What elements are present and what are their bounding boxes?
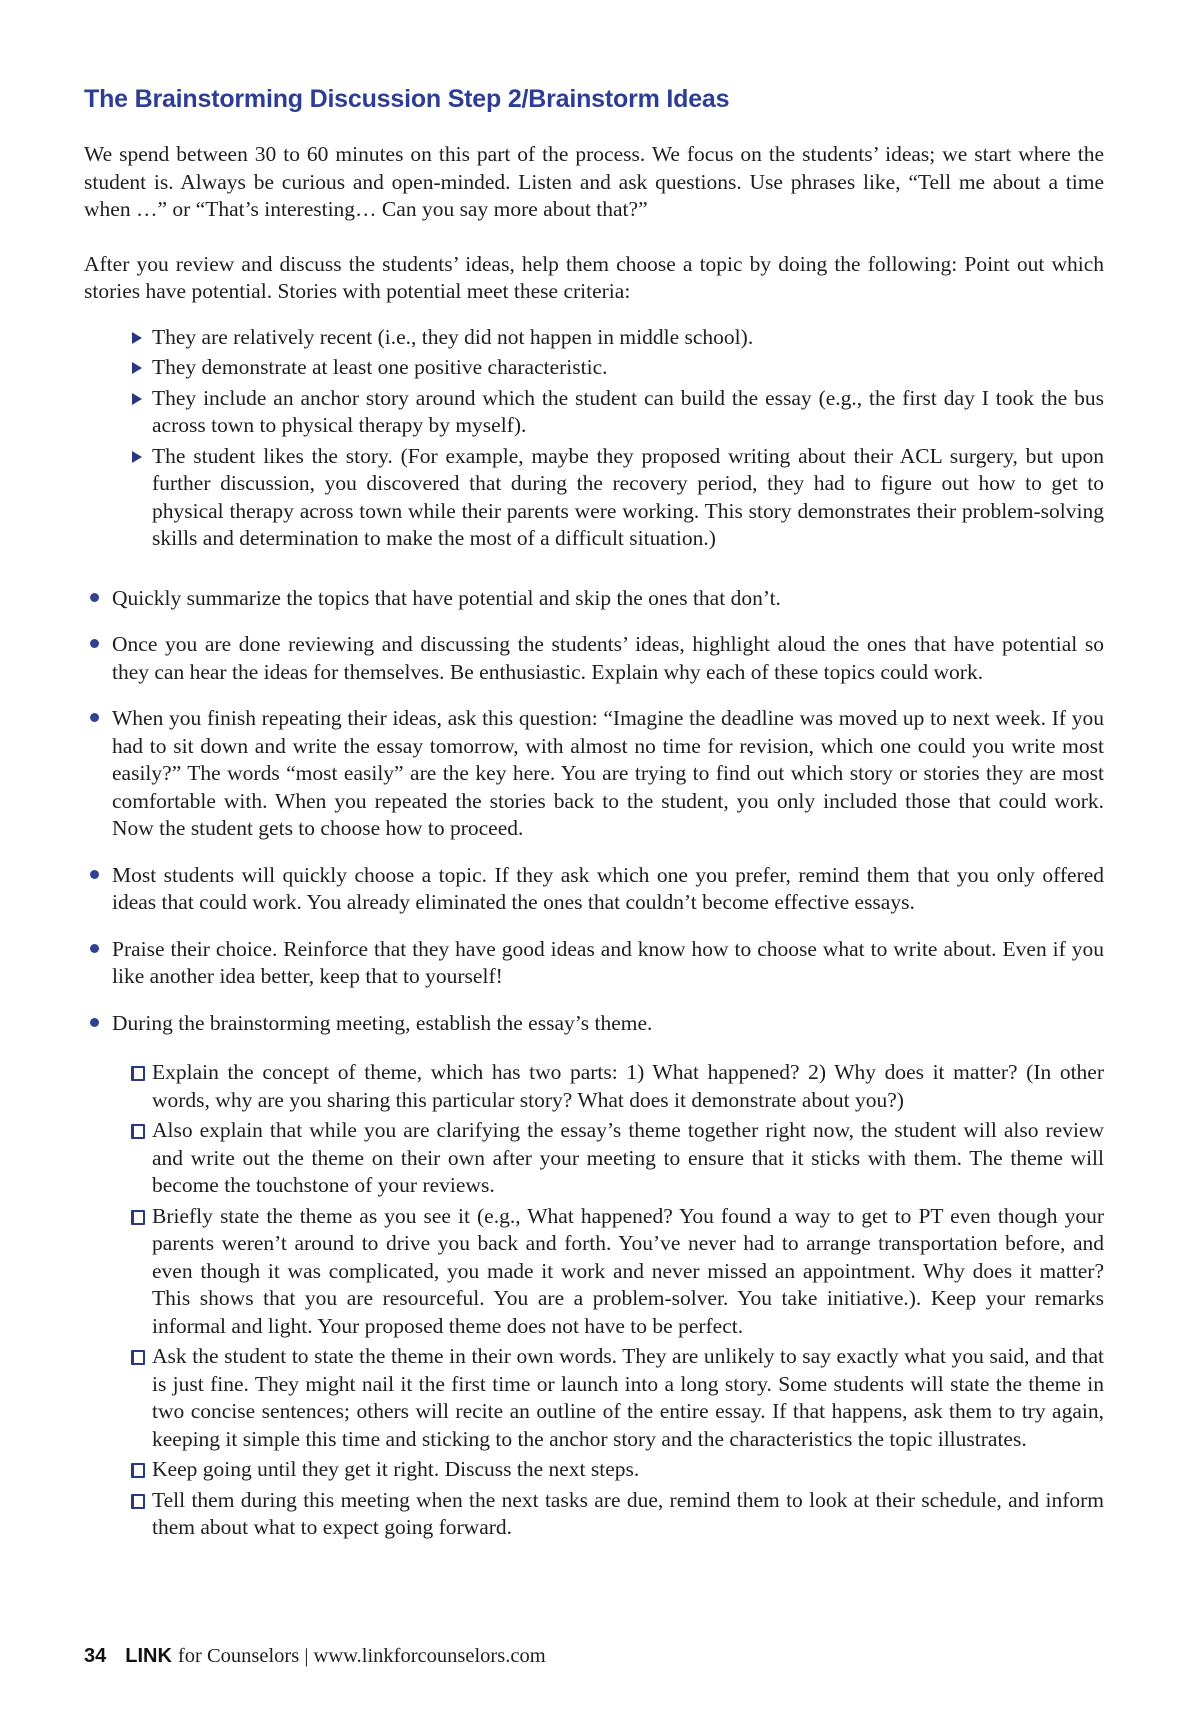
bullet-item-text: Most students will quickly choose a topic. If they ask which one you prefer, remind them that you only offered ideas that could work. You already eliminated the ones that couldn’t become effective essays. <box>112 862 1104 914</box>
criteria-item-text: They are relatively recent (i.e., they did not happen in middle school). <box>152 324 754 349</box>
criteria-item <box>152 385 1104 440</box>
theme-item <box>152 1117 1104 1200</box>
square-bullet-icon <box>131 1210 145 1225</box>
theme-item <box>152 1343 1104 1453</box>
theme-item <box>152 1203 1104 1341</box>
bullet-item-text: Quickly summarize the topics that have potential and skip the ones that don’t. <box>112 585 781 610</box>
bullet-item-text: When you finish repeating their ideas, ask this question: “Imagine the deadline was moved up to next week. If you had to sit down and write the essay tomorrow, with almost no time for revision, which one could you write most easily?” The words “most easily” are the key here. You are trying to find out which story or stories they are most comfortable with. When you repeated the stories back to the student, you only included those that could work. Now the student gets to choose how to proceed. <box>112 706 1104 840</box>
bullet-item-text: During the brainstorming meeting, establish the essay’s theme. <box>112 1010 653 1035</box>
theme-item-text: Keep going until they get it right. Discuss the next steps. <box>152 1457 640 1481</box>
triangle-bullet-icon <box>132 451 142 463</box>
theme-list <box>84 1059 1104 1542</box>
intro-paragraph: After you review and discuss the students’ ideas, help them choose a topic by doing the following: Point out which stories have potential. Stories with potential meet these criteria: <box>84 251 1104 303</box>
bullet-item <box>112 631 1104 686</box>
theme-item-text: Explain the concept of theme, which has two parts: 1) What happened? 2) Why does it matter? (In other words, why are you sharing this particular story? What does it demonstrate about you?) <box>152 1060 1104 1112</box>
criteria-item-text: They demonstrate at least one positive characteristic. <box>152 355 608 379</box>
round-bullet-icon <box>90 1018 99 1027</box>
theme-item-text: Tell them during this meeting when the next tasks are due, remind them to look at their schedule, and inform them about what to expect going forward. <box>152 1487 1104 1539</box>
page-footer <box>84 1643 546 1671</box>
theme-item <box>152 1487 1104 1542</box>
round-bullet-icon <box>90 713 99 722</box>
round-bullet-icon <box>90 870 99 879</box>
bullet-item <box>112 585 1104 613</box>
bullet-item <box>112 1010 1104 1038</box>
round-bullet-icon <box>90 639 99 648</box>
criteria-item <box>152 443 1104 553</box>
triangle-bullet-icon <box>132 332 142 344</box>
triangle-bullet-icon <box>132 393 142 405</box>
square-bullet-icon <box>131 1494 145 1509</box>
footer-text: for Counselors | www.linkforcounselors.com <box>177 1644 546 1667</box>
bullet-item <box>112 862 1104 917</box>
triangle-bullet-icon <box>132 362 142 374</box>
round-bullet-icon <box>90 944 99 953</box>
bullet-list <box>84 585 1104 1038</box>
brand-name: LINK <box>125 1644 172 1667</box>
square-bullet-icon <box>131 1350 145 1365</box>
theme-item-text: Ask the student to state the theme in their own words. They are unlikely to say exactly what you said, and that is just fine. They might nail it the first time or launch into a long story. Some students will state the theme in two concise sentences; others will recite an outline of the entire essay. If that happens, ask them to try again, keeping it simple this time and sticking to the anchor story and the characteristics the topic illustrates. <box>152 1344 1104 1451</box>
bullet-item <box>112 705 1104 843</box>
bullet-item-text: Once you are done reviewing and discussing the students’ ideas, highlight aloud the ones that have potential so they can hear the ideas for themselves. Be enthusiastic. Explain why each of these topics could work. <box>112 632 1104 684</box>
theme-item-text: Briefly state the theme as you see it (e.g., What happened? You found a way to get to PT even though your parents weren’t around to drive you back and forth. You’ve never had to arrange transportation before, and even though it was complicated, you made it work and never missed an appointment. Why does it matter? This shows that you are resourceful. You are a problem-solver. You take initiative.). Keep your remarks informal and light. Your proposed theme does not have to be perfect. <box>152 1203 1104 1338</box>
theme-item <box>152 1456 1104 1484</box>
theme-item-text: Also explain that while you are clarifying the essay’s theme together right now, the student will also review and write out the theme on their own after your meeting to ensure that it sticks with them. The theme will become the touchstone of your reviews. <box>152 1118 1104 1197</box>
square-bullet-icon <box>131 1124 145 1139</box>
theme-item <box>152 1059 1104 1114</box>
round-bullet-icon <box>90 593 99 602</box>
criteria-list <box>84 324 1104 553</box>
criteria-item-text: The student likes the story. (For example, maybe they proposed writing about their ACL surgery, but upon further discussion, you discovered that during the recovery period, they had to figure out how to get to physical therapy across town while their parents were working. This story demonstrates their problem-solving skills and determination to make the most of a difficult situation.) <box>152 443 1104 550</box>
bullet-item-text: Praise their choice. Reinforce that they have good ideas and know how to choose what to write about. Even if you like another idea better, keep that to yourself! <box>112 936 1104 988</box>
page-title: The Brainstorming Discussion Step 2/Brainstorm Ideas <box>84 85 730 113</box>
square-bullet-icon <box>131 1463 145 1478</box>
criteria-item <box>152 324 1104 352</box>
criteria-item <box>152 354 1104 382</box>
square-bullet-icon <box>131 1066 145 1081</box>
intro-paragraph: We spend between 30 to 60 minutes on this part of the process. We focus on the students’ ideas; we start where the student is. Always be curious and open-minded. Listen and ask questions. Use phrases like, “Tell me about a time when …” or “That’s interesting… Can you say more about that?” <box>84 142 1104 221</box>
page-number: 34 <box>84 1644 107 1667</box>
bullet-item <box>112 936 1104 991</box>
criteria-item-text: They include an anchor story around which the student can build the essay (e.g., the first day I took the bus across town to physical therapy by myself). <box>152 385 1104 437</box>
